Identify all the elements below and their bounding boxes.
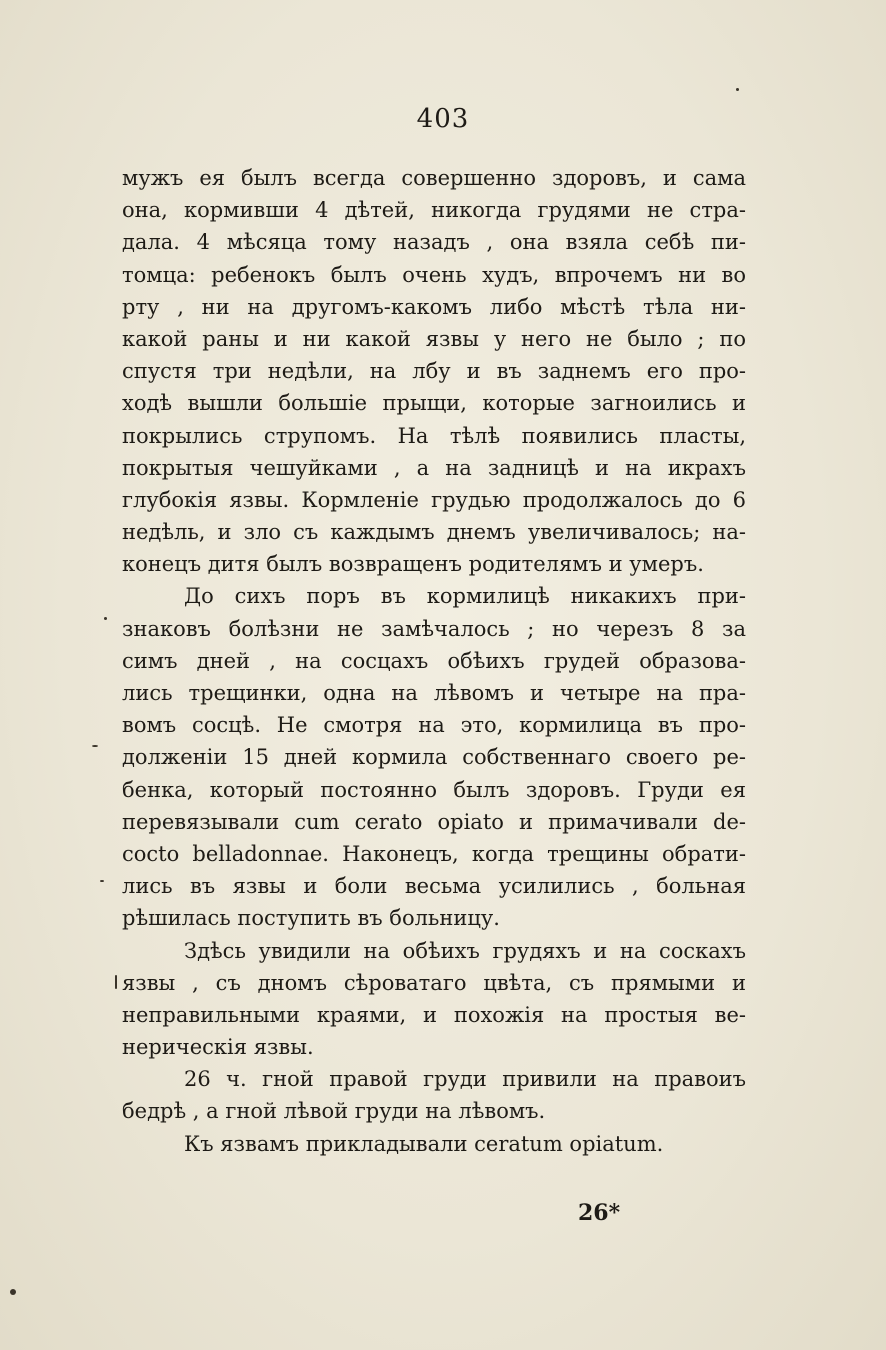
paper-speck (115, 975, 117, 989)
text-line: неправильными краями, и похожія на простыя ве- (122, 1002, 746, 1027)
text-line: томца: ребенокъ былъ очень худъ, впрочемъ ни во (122, 262, 746, 287)
page-number: 403 (416, 104, 470, 134)
text-line: спустя три недѣли, на лбу и въ заднемъ его про- (122, 359, 746, 384)
text-line: язвы , съ дномъ сѣроватаго цвѣта, съ прямыми и (122, 970, 746, 995)
paper-speck (100, 880, 104, 882)
text-line: покрытыя чешуйками , а на задницѣ и на икрахъ (122, 455, 746, 480)
text-line: До сихъ поръ въ кормилицѣ никакихъ при- (184, 584, 746, 609)
text-line: конецъ дитя былъ возвращенъ родителямъ и умеръ. (122, 552, 704, 577)
text-line: вомъ сосцѣ. Не смотря на это, кормилица въ про- (122, 713, 746, 738)
text-line: какой раны и ни какой язвы у него не было ; по (122, 326, 746, 351)
text-line: лись трещинки, одна на лѣвомъ и четыре на пра- (122, 681, 746, 705)
text-line: перевязывали cum cerato opiato и примачивали de- (122, 809, 746, 834)
text-line: лись въ язвы и боли весьма усилились , больная (122, 874, 746, 899)
text-line: она, кормивши 4 дѣтей, никогда грудями не стра- (122, 198, 746, 223)
text-line: симъ дней , на сосцахъ обѣихъ грудей образова- (122, 648, 746, 673)
text-line: Здѣсь увидили на обѣихъ грудяхъ и на соскахъ (184, 938, 746, 963)
text-line: ходѣ вышли большіе прыщи, которые загноились и (122, 391, 746, 416)
paragraph (122, 1128, 746, 1160)
paragraph (122, 935, 746, 1064)
paper-speck (736, 88, 739, 91)
text-line: нерическія язвы. (122, 1035, 314, 1060)
text-line: рту , ни на другомъ-какомъ либо мѣстѣ тѣла ни- (122, 294, 746, 319)
body-text (122, 162, 746, 1160)
signature-mark: 26* (578, 1200, 621, 1226)
paragraph (122, 162, 746, 580)
text-line: 26 ч. гной правой груди привили на правоиъ (184, 1067, 746, 1092)
paper-speck (104, 617, 107, 620)
paragraph (122, 580, 746, 934)
text-line: бедрѣ , а гной лѣвой груди на лѣвомъ. (122, 1099, 546, 1124)
text-line: покрылись струпомъ. На тѣлѣ появились пласты, (122, 423, 746, 448)
text-line: дала. 4 мѣсяца тому назадъ , она взяла себѣ пи- (122, 230, 746, 255)
text-line: мужъ ея былъ всегда совершенно здоровъ, и сама (122, 166, 746, 190)
text-line: бенка, который постоянно былъ здоровъ. Груди ея (122, 777, 746, 802)
text-line: Къ язвамъ прикладывали ceratum opiatum. (184, 1131, 664, 1156)
text-line: знаковъ болѣзни не замѣчалось ; но черезъ 8 за (122, 616, 746, 641)
text-line: cocto belladonnae. Наконецъ, когда трещины обрати- (122, 841, 746, 866)
paper-speck (10, 1289, 16, 1295)
paper-speck (92, 745, 98, 747)
text-line: долженіи 15 дней кормила собственнаго своего ре- (122, 745, 746, 770)
text-line: рѣшилась поступить въ больницу. (122, 906, 500, 931)
text-line: глубокія язвы. Кормленіе грудью продолжалось до 6 (122, 487, 746, 512)
text-line: недѣль, и зло съ каждымъ днемъ увеличивалось; на- (122, 520, 746, 545)
paragraph (122, 1063, 746, 1127)
